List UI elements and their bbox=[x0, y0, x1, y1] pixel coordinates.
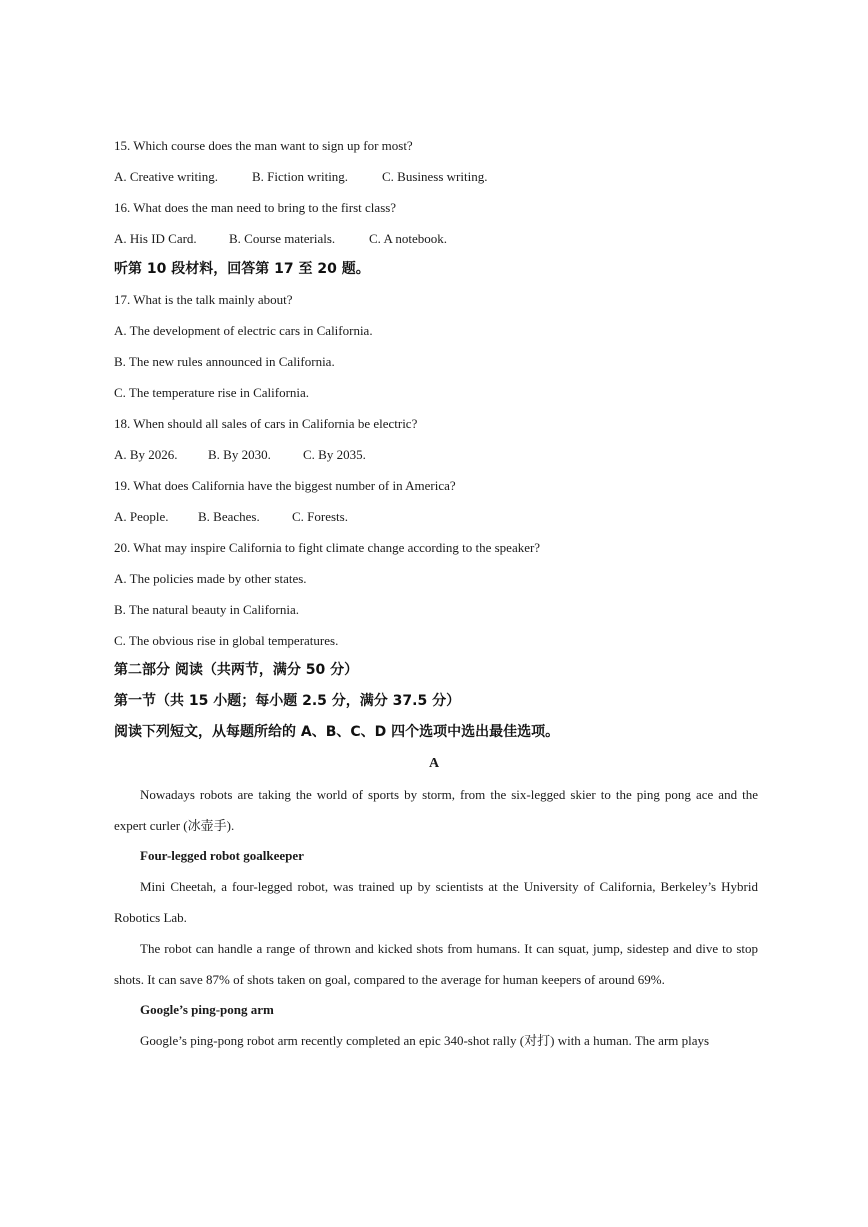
question-17-option-b: B. The new rules announced in California. bbox=[114, 354, 335, 369]
question-19-options bbox=[114, 509, 348, 525]
option-c: C. A notebook. bbox=[369, 231, 448, 246]
passage-heading-goalkeeper: Four-legged robot goalkeeper bbox=[140, 848, 304, 863]
option-c: C. Forests. bbox=[292, 509, 348, 524]
question-16-options bbox=[114, 231, 447, 247]
option-a: A. His ID Card. bbox=[114, 231, 197, 246]
question-17: 17. What is the talk mainly about? bbox=[114, 292, 293, 307]
question-19: 19. What does California have the biggest number of in America? bbox=[114, 478, 456, 493]
reading-instruction: 阅读下列短文，从每题所给的 A、B、C、D 四个选项中选出最佳选项。 bbox=[114, 724, 560, 740]
option-b: B. By 2030. bbox=[208, 447, 271, 462]
option-a: A. By 2026. bbox=[114, 447, 178, 462]
question-15-options bbox=[114, 169, 487, 185]
option-b: B. Course materials. bbox=[229, 231, 336, 246]
passage-paragraph-2: The robot can handle a range of thrown and kicked shots from humans. It can squat, jump, sidestep and dive to stop shots. It can save 87% of shots taken on goal, compared to the average for human keepers of around 69%. bbox=[114, 941, 758, 987]
question-16: 16. What does the man need to bring to the first class? bbox=[114, 200, 397, 215]
question-18-options bbox=[114, 447, 366, 463]
question-20-option-c: C. The obvious rise in global temperatures. bbox=[114, 633, 339, 648]
passage-heading-ping-pong: Google’s ping-pong arm bbox=[140, 1002, 274, 1017]
question-17-option-a: A. The development of electric cars in California. bbox=[114, 323, 373, 338]
reading-part-title: 第二部分 阅读（共两节，满分 50 分） bbox=[114, 662, 359, 678]
question-20: 20. What may inspire California to fight climate change according to the speaker? bbox=[114, 540, 541, 555]
option-a: A. Creative writing. bbox=[114, 169, 218, 184]
question-17-option-c: C. The temperature rise in California. bbox=[114, 385, 310, 400]
question-15: 15. Which course does the man want to sign up for most? bbox=[114, 138, 413, 153]
question-20-option-a: A. The policies made by other states. bbox=[114, 571, 307, 586]
option-c: C. By 2035. bbox=[303, 447, 366, 462]
passage-paragraph-3: Google’s ping-pong robot arm recently completed an epic 340-shot rally (对打) with a human. The arm plays bbox=[140, 1033, 710, 1048]
option-c: C. Business writing. bbox=[382, 169, 488, 184]
passage-intro: Nowadays robots are taking the world of sports by storm, from the six-legged skier to the ping pong ace and the expert curler (冰壶手). bbox=[114, 787, 758, 833]
passage-paragraph-1: Mini Cheetah, a four-legged robot, was trained up by scientists at the University of California, Berkeley’s Hybrid Robotics Lab. bbox=[114, 879, 758, 925]
reading-section-title: 第一节（共 15 小题；每小题 2.5 分，满分 37.5 分） bbox=[114, 693, 461, 709]
listening-section-heading: 听第 10 段材料，回答第 17 至 20 题。 bbox=[114, 261, 370, 277]
option-b: B. Beaches. bbox=[198, 509, 260, 524]
passage-label: A bbox=[428, 756, 440, 771]
question-20-option-b: B. The natural beauty in California. bbox=[114, 602, 299, 617]
option-a: A. People. bbox=[114, 509, 169, 524]
option-b: B. Fiction writing. bbox=[252, 169, 349, 184]
question-18: 18. When should all sales of cars in California be electric? bbox=[114, 416, 418, 431]
